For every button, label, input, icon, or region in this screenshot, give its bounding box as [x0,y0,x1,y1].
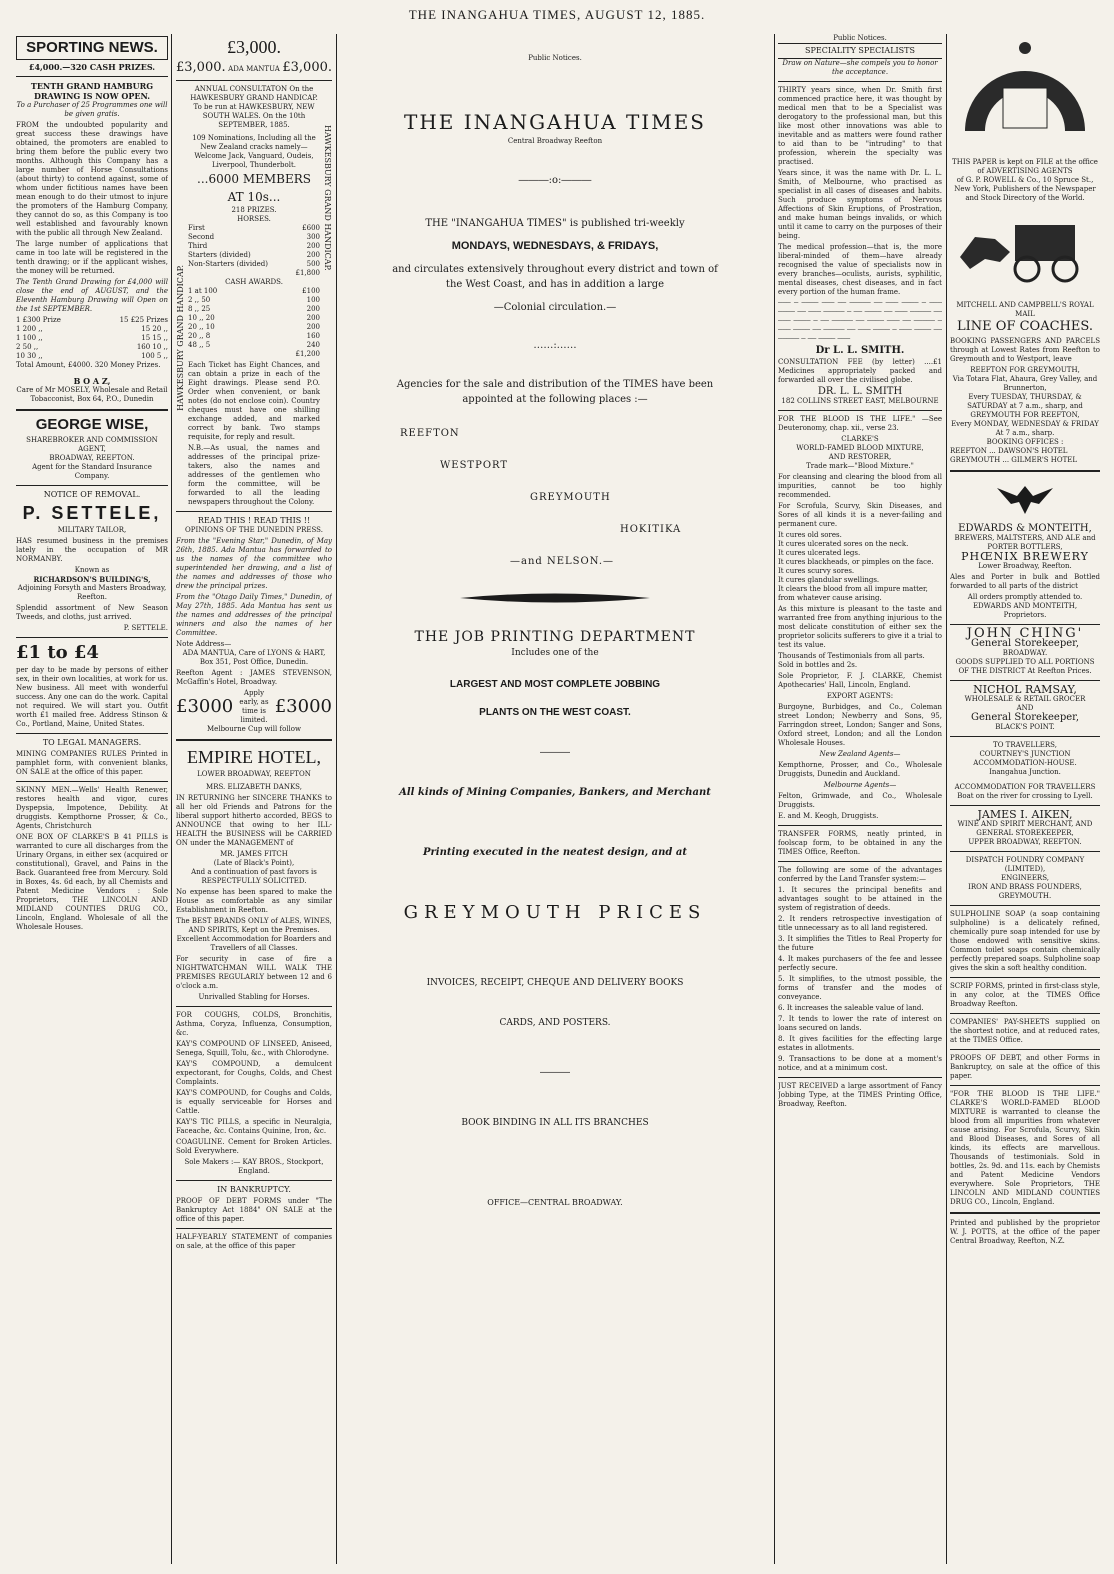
reefton-agent: Reefton Agent : JAMES STEVENSON, McGaffin's Hotel, Broadway. [176,669,332,686]
advantage-item: 9. Transactions to be done at a moment's notice, and at a minimum cost. [778,1055,942,1072]
draw-nature: Draw on Nature—she compels you to honor the acceptance. [782,59,938,76]
cash-cell: 8 ,, 25 [188,305,211,313]
article-paragraph: The large number of applications that came in too late will be registered in the tenth drawing; or if the applicant wishes, the money will be returned. [16,240,168,275]
ales: Ales and Porter in bulk and Bottled forwarded to all parts of the district [950,573,1100,590]
place-reefton: REEFTON [400,428,460,439]
nz-text: Kempthorne, Prosser, and Co., Wholesale Druggists, Dunedin and Auckland. [778,761,942,778]
trade-mark: Trade mark—"Blood Mixture." [806,462,914,470]
nichol-ramsay: NICHOL RAMSAY, [973,683,1077,696]
cash-cell: 200 [306,314,320,322]
john-ching: JOHN CHING' [966,626,1084,641]
prize-cell: 15 20 ,, [141,325,168,333]
pay-sheets: COMPANIES' PAY-SHEETS supplied on the shortest notice, and at reduced rates, at the TIMES Office. [950,1018,1100,1044]
ada-mantua: ADA MANTUA [228,65,280,73]
cash-cell: 200 [306,305,320,313]
sharebroker: SHAREBROKER AND COMMISSION AGENT, [26,436,158,453]
ada-amount-right: £3,000. [282,60,332,75]
consultation: ANNUAL CONSULTATON On the HAWKESBURY GRAND HANDICAP. [190,85,318,102]
stabling: Unrivalled Stabling for Horses. [198,993,310,1001]
dispatch-foundry: DISPATCH FOUNDRY COMPANY (LIMITED), [965,856,1085,873]
star-quote: From the "Evening Star," Dunedin, of May 26th, 1885. Ada Mantua has forwarded to us the names of the committee who superintended her drawing, and a list of the names and addresses of those who drew the principal prizes. [176,537,332,590]
advantage-item: 6. It increases the saleable value of land. [778,1004,924,1012]
cash-table [188,287,320,359]
settele-sign: P. SETTELE. [123,624,168,632]
cure-item: It cures ulcerated sores on the neck. [778,540,909,548]
swell-rule [460,593,650,606]
pleasant: As this mixture is pleasant to the taste and warranted free from anything injurious to the most delicate constitution of either sex the proprietor solicits sufferers to give it a trial to test its value. [778,605,942,649]
every-tuesday: Every TUESDAY, THURSDAY, & SATURDAY at 7 a.m., sharp, and [967,393,1083,410]
includes: Includes one of the [511,648,599,658]
horse-cell: £600 [302,224,320,232]
cash-cell: 48 ,, 5 [188,341,211,349]
cobb-line: MITCHELL AND CAMPBELL'S ROYAL MAIL [956,301,1094,318]
horse-cell: Second [188,233,215,241]
purchaser-note: To a Purchaser of 25 Programmes one will be given gratis. [16,101,168,118]
column-rule [946,34,947,1564]
place-hokitika: HOKITIKA [620,524,682,535]
eagle-icon [995,478,1055,518]
scrofula: For Scrofula, Scurvy, Skin Diseases, and Sores of all kinds it is a never-failing and permanent cure. [778,502,942,528]
advantage-item: 7. It tends to lower the rate of interest on loans secured on lands. [778,1015,942,1032]
horse-cell: Third [188,242,208,250]
prizes-line: £4,000.—320 CASH PRIZES. [28,62,156,72]
export-text: Burgoyne, Burbidges, and Co., Coleman street London; Newberry and Sons, 95, Farringdon street, London; Sanger and Sons, Oxford street, London; and all the London Wholesale Houses. [778,703,942,747]
cure-item: It cures scurvy sores. [778,567,855,575]
settele-text: HAS resumed business in the premises lately in the occupation of MR NORMANBY. [16,537,168,563]
proof-forms: PROOF OF DEBT FORMS under "The Bankruptcy Act 1884" ON SALE at the office of this paper. [176,1197,332,1223]
cure-item: It cures old sores. [778,531,842,539]
prize-cell: 15 £25 Prizes [119,316,168,324]
brewers: BREWERS, MALTSTERS, AND ALE and PORTER BOTTLERS, [954,534,1096,551]
cure-item: It cures ulcerated legs. [778,549,861,557]
mining-line: All kinds of Mining Companies, Bankers, and Merchant [399,787,711,798]
sold-bottles: Sold in bottles and 2s. [778,661,858,669]
advantages: The following are some of the advantages conferred by the Land Transfer system:— [778,866,942,883]
bottom-amount-left: £3000 [176,696,234,717]
greymouth-office: GREYMOUTH ... GILMER'S HOTEL [950,456,1078,464]
phoenix-brewery: PHŒNIX BREWERY [961,550,1089,563]
run-at: To be run at HAWKESBURY, NEW SOUTH WALES. On the 10th SEPTEMBER, 1885. [193,103,315,129]
advantage-item: 2. It renders retrospective investigation of title unnecessary as to all land registered. [778,915,942,932]
logo-footer: of G. P. ROWELL & Co., 10 Spruce St., New York, Publishers of the Newspaper and Stock Directory of the World. [954,176,1096,202]
coach-illustration [955,207,1095,297]
circulates: and circulates extensively throughout every district and town of the West Coast, and has in addition a large [392,264,718,290]
kay-compound-ad: KAY'S COMPOUND, a demulcent expectorant, for Coughs, Colds, and Chest Complaints. [176,1060,332,1086]
place-westport: WESTPORT [440,460,509,471]
standard-agent: Agent for the Standard Insurance Company. [32,463,152,480]
cash-cell: 160 [306,332,320,340]
inangahua-junction: Inangahua Junction. [989,768,1061,776]
hamburg-title: TENTH GRAND HAMBURG DRAWING IS NOW OPEN. [30,81,154,101]
column-4 [778,34,942,1564]
keogh: E. and M. Keogh, Druggists. [778,812,879,820]
logo-text: THIS PAPER is kept on FILE at the office of ADVERTISING AGENTS [952,158,1098,175]
printing-line: Printing executed in the neatest design, and at [423,847,687,858]
legal-text: MINING COMPANIES RULES Printed in pamphlet form, with convenient blanks, ON SALE at the office of this paper. [16,750,168,776]
clarkes: CLARKE'S [841,435,879,443]
no-expense: No expense has been spared to make the House as comfortable as any similar Establishment in Reefton. [176,888,332,914]
mrs-danks: MRS. ELIZABETH DANKS, [206,783,302,791]
storekeeper: General Storekeeper, [970,638,1080,649]
booking: BOOKING PASSENGERS AND PARCELS through at Lowest Rates from Reefton to Greymouth and to Westport, leave [950,337,1100,363]
edwards-monteith: EDWARDS & MONTEITH, [958,523,1092,534]
smith-paragraph: Years since, it was the name with Dr. L. L. Smith, of Melbourne, who practised as specialist in all cases of diseases and habits. Such produce symptoms of Nervous Affections of Skin Eruptions, of Prostration, and make human beings invalids, or which until it came to carry on the purposes of their being. [778,169,942,240]
times-quote: From the "Otago Daily Times," Dunedin, of May 27th, 1885. Ada Mantua has sent us the names and addresses of the principal winners and also the names of her Committee. [176,593,332,637]
advantages-list [778,886,942,1073]
public-notices-label: Public Notices. [528,54,582,62]
wine-merchant: WINE AND SPIRIT MERCHANT, AND GENERAL STOREKEEPER, [957,820,1093,837]
column-rule [336,34,337,1564]
horse-total: £1,800 [295,269,320,277]
reefton-greymouth: REEFTON FOR GREYMOUTH, [970,366,1080,374]
cards: CARDS, AND POSTERS. [499,1018,611,1028]
tweeds: Splendid assortment of New Season Tweeds, and cloths, just arrived. [16,604,168,621]
read-this: READ THIS ! READ THIS !! [197,516,311,525]
horse-cell: 300 [306,233,320,241]
fitch-sub: (Late of Black's Point), [213,859,295,867]
bankruptcy: IN BANKRUPTCY. [217,1185,291,1194]
prize-cell: 100 5 ,, [141,352,168,360]
greymouth-prices: GREYMOUTH PRICES [403,902,707,923]
cleansing: For cleansing and clearing the blood from all impurities, cannot be too highly recommended. [778,473,942,499]
side-label-right: HAWKESBURY GRAND HANDICAP. [323,125,332,271]
divider-dash: ――― [540,1067,570,1078]
cash-cell: 100 [306,296,320,304]
ada-address: ADA MANTUA, Care of LYONS & HART, Box 351, Post Office, Dunedin. [182,649,326,666]
office-line: OFFICE—CENTRAL BROADWAY. [487,1198,623,1207]
head-amount: £3,000. [227,37,281,57]
swell-rule-graphic [460,593,650,603]
place-greymouth: GREYMOUTH [530,492,611,503]
just-received: JUST RECEIVED a large assortment of Fancy Jobbing Type, at the TIMES Printing Office, Broadway, Reefton. [778,1082,942,1108]
every-monday: Every MONDAY, WEDNESDAY & FRIDAY At 7 a.m., sharp. [951,420,1099,437]
booking-offices: BOOKING OFFICES : [986,438,1064,446]
coughs-ad: FOR COUGHS, COLDS, Bronchitis, Asthma, Coryza, Influenza, Consumption, &c. [176,1011,332,1037]
orders: All orders promptly attended to. [967,593,1083,601]
general-store: General Storekeeper, [970,712,1080,723]
sulpholine: SULPHOLINE SOAP (a soap containing sulpholine) is a delicately refined, chemically pure soap intended for use by those endowed with sensitive skins. Common toilet soaps contain chemically perfectly prepared soaps. Sulpholine soap gives the skin a soft healthy condition. [950,910,1100,972]
cash-total: £1,200 [295,350,320,358]
horse-cell: Starters (divided) [188,251,251,259]
adjoining: Adjoining Forsyth and Masters Broadway, Reefton. [17,584,167,601]
consult-fee: CONSULTATION FEE (by letter) ....£1 Medicines appropriately packed and forwarded all over the civilised globe. [778,358,942,384]
cash-cell: 1 at 100 [188,287,218,295]
empire-hotel: EMPIRE HOTEL, [187,747,321,767]
melb-agents: Melbourne Agents— [823,781,897,789]
notice-removal: NOTICE OF REMOVAL. [43,490,141,499]
fire-note: For security in case of fire a NIGHTWATCHMAN WILL WALK THE PREMISES REGULARLY between 12 and 6 o'clock a.m. [176,955,332,990]
prize-cell: 1 100 ,, [16,334,43,342]
speciality-heading: SPECIALITY SPECIALISTS [778,43,942,59]
smith-name: Dr L. L. SMITH. [815,345,905,356]
melb-text: Felton, Grimwade, and Co., Wholesale Druggists. [778,792,942,809]
address-note: Note Address— [176,640,232,648]
masthead: THE INANGAHUA TIMES, AUGUST 12, 1885. [408,7,706,22]
cure-item: It cures glandular swellings. [778,576,880,584]
horse-cell: 200 [306,251,320,259]
money-line: £1 to £4 [16,642,99,663]
proprietors: Proprietors. [1003,611,1047,619]
agent-arch-icon [955,36,1095,136]
lower-broadway: LOWER BROADWAY, REEFTON [197,770,311,778]
blood-life: FOR THE BLOOD IS THE LIFE." —See Deuteronomy, chap. xii., verse 23. [778,415,942,432]
places-list [340,429,770,567]
iron-brass: IRON AND BRASS FOUNDERS, [968,883,1082,891]
prize-cell: 160 10 ,, [136,343,168,351]
proofs-debt: PROOFS OF DEBT, and other Forms in Bankruptcy, on sale at the office of this paper. [950,1054,1100,1080]
engineers: ENGINEERS, [1001,874,1049,882]
nb-text: N.B.—As usual, the names and addresses of the principal prize-takers, also the names and addresses of the gentlemen who form the committee, will be forwarded to all the leading newspapers throughout the Colony. [188,444,320,506]
broadway-2: BROADWAY. [1002,649,1048,657]
advantage-item: 3. It simplifies the Titles to Real Property for the future [778,935,942,952]
advantage-item: 1. It secures the principal benefits and advantages sought to be attained in the system of registration of deeds. [778,886,942,912]
legal-heading: TO LEGAL MANAGERS. [42,738,142,747]
nz-agents: New Zealand Agents— [819,750,901,758]
danks-text: IN RETURNING her SINCERE THANKS to all her old Friends and Patrons for the liberal support hitherto accorded, BEGS to ANNOUNCE that owing to her ILL-HEALTH the BUSINESS will be CARRIED ON under the MANAGEMENT of [176,794,332,847]
cash-awards: CASH AWARDS. [225,278,283,286]
george-wise: GEORGE WISE, [35,416,149,433]
brands: The BEST BRANDS ONLY of ALES, WINES, AND SPIRITS, Kept on the Premises. [176,917,332,934]
cure-item: It clears the blood from all impure matter, from whatever cause arising. [778,585,928,602]
place-nelson: —and NELSON.— [510,556,615,567]
lower-broadway: Lower Broadway, Reefton. [978,562,1072,570]
ticket-text: Each Ticket has Eight Chances, and can obtain a prize in each of the Eight drawings. Please send P.O. Order when convenient, or bank notes (do not enclose coin). Country cheques must have one shilling exchange added, and marked correct by bank. Two stamps requisite, for reply and result. [188,361,320,441]
horse-cell: Non-Starters (divided) [188,260,268,268]
opinions: OPINIONS OF THE DUNEDIN PRESS. [185,526,323,534]
side-label-left: HAWKESBURY GRAND HANDICAP. [176,265,185,411]
blood-ad: "FOR THE BLOOD IS THE LIFE." CLARKE'S WORLD-FAMED BLOOD MIXTURE is warranted to cleanse the blood from all impurities from whatever cause arising. For Scrofula, Scurvy, Skin and Blood Diseases, and Sores of all kinds, its effects are marvellous. Thousands of testimonials. Sold in bottles, 2s. 9d. and 11s. each by Chemists and Patent Medicine Vendors everywhere. Sole Proprietors, THE LINCOLN AND MIDLAND COUNTIES DRUG CO., Lincoln, England. [950,1090,1100,1206]
em-sign: EDWARDS AND MONTEITH, [972,602,1078,610]
james-aiken: JAMES I. AIKEN, [977,808,1073,821]
apply-early: Apply early, as time is limited. [239,689,269,724]
smith-name-2: DR. L. L. SMITH [817,386,903,397]
upper-broadway: UPPER BROADWAY, REEFTON. [968,838,1082,846]
public-notices-label: Public Notices. [833,34,887,42]
column-3 [340,34,770,1564]
prize-cell: 10 30 ,, [16,352,43,360]
article-paragraph: FROM the undoubted popularity and great success these drawings have obtained, the promoters are enabled to bring them before the public every two months. Although this Company has a large number of Horse Consultations (about thirty) to contend against, some of whom under fictitious names have been mean enough to do their utmost to injure the promoters of the Hamburg Company, they cannot do so, as this Company is too well established and favourably known with the public all through New Zealand. [16,121,168,237]
prize-cell: 1 £300 Prize [16,316,61,324]
world-famed: WORLD-FAMED BLOOD MIXTURE, [796,444,924,452]
greymouth: GREYMOUTH. [998,892,1052,900]
greymouth-reefton: GREYMOUTH FOR REEFTON, [970,411,1080,419]
invoices: INVOICES, RECEIPT, CHEQUE AND DELIVERY BOOKS [426,978,684,988]
fitch: MR. JAMES FITCH [220,850,288,858]
prize-cell: 15 15 ,, [141,334,168,342]
plants: PLANTS ON THE WEST COAST. [479,707,631,718]
kay-tic-ad: KAY'S TIC PILLS, a specific in Neuralgia, Faceache, &c. Contains Quinine, Iron, &c. [176,1118,332,1135]
known-as: Known as [74,566,110,574]
cash-cell: 20 ,, 10 [188,323,215,331]
ada-amount-left: £3,000. [176,60,226,75]
column-1 [16,34,168,1564]
military-tailor: MILITARY TAILOR, [57,526,127,534]
nominations: 109 Nominations, Including all the New Zealand cracks namely—Welcome Jack, Vanguard, Oudeis, Liverpool, Thunderbolt. [192,134,316,169]
richardson: RICHARDSON'S BUILDING'S, [33,575,151,584]
largest: LARGEST AND MOST COMPLETE JOBBING [449,679,661,690]
clarke-pills-ad: ONE BOX OF CLARKE'S B 41 PILLS is warranted to cure all discharges from the Urinary Organs, in either sex (acquired or constitutional), Gravel, and Pains in the Back. Guaranteed free from Mercury. Sold in Boxes, 4s. 6d each, by all Chemists and Patent Medicine Vendors : Sole Proprietors, THE LINCOLN AND MIDLAND COUNTIES DRUG CO., Lincoln, England. Wholesale of all the Wholesale Houses. [16,833,168,931]
published-line: THE "INANGAHUA TIMES" is published tri-weekly [425,218,685,229]
sporting-news-heading: SPORTING NEWS. [16,36,168,60]
paper-title: THE INANGAHUA TIMES [403,110,706,134]
travellers: TO TRAVELLERS, [993,741,1057,749]
divider-dots: ……:…… [533,340,577,351]
smith-paragraph: THIRTY years since, when Dr. Smith first commenced practice here, it was thought by medical men that to be a Specialist was derogatory to the professional man, but this like most other innovations was able to inevitable and as matters were found rather to aid than to be "intruding" to that profession, wherein the specialty was practised. [778,86,942,166]
cash-cell: 200 [306,323,320,331]
column-5 [950,34,1100,1564]
article-paragraph: The Tenth Grand Drawing for £4,000 will close the end of AUGUST, and the Eleventh Hamburg Drawing will Open on the 1st SEPTEMBER. [16,278,168,313]
advertising-agent-logo [955,36,1095,156]
members: ...6000 MEMBERS AT 10s... [197,172,311,204]
line-of-coaches: LINE OF COACHES. [957,319,1093,334]
divider-ornament: ―――:o:――― [518,175,592,186]
prize-cell: 1 200 ,, [16,325,43,333]
horse-prize-table [188,224,320,278]
cure-item: It cures blackheads, or pimples on the face. [778,558,934,566]
prize-table [16,316,168,361]
half-yearly: HALF-YEARLY STATEMENT of companies on sale, at the office of this paper [176,1233,332,1250]
accommodation-travellers: ACCOMMODATION FOR TRAVELLERS [954,783,1096,791]
horses: HORSES. [237,215,271,223]
publishing-days: MONDAYS, WEDNESDAYS, & FRIDAYS, [451,240,659,252]
prizes-218: 218 PRIZES. [231,206,277,214]
horse-cell: 200 [306,242,320,250]
cash-cell: 2 ,, 50 [188,296,211,304]
boat: Boat on the river for crossing to Lyell. [957,792,1093,800]
sole-prop: Sole Proprietor, F. J. CLARKE, Chemist Apothecaries' Hall, Lincoln, England. [778,672,942,689]
settele: P. SETTELE, [22,503,162,523]
job-printing: THE JOB PRINTING DEPARTMENT [414,629,696,645]
money-text: per day to be made by persons of either sex, in their own localities, at work for us. New business. All meet with wonderful success. Any one can do the work. Capital not required. We will start you. Outfit worth £1 mailed free. Address Stinson & Co., Portland, Maine, United States. [16,666,168,728]
cash-cell: 10 ,, 20 [188,314,215,322]
restorer: AND RESTORER, [828,453,892,461]
column-rule [171,34,172,1564]
scrip-forms: SCRIP FORMS, printed in first-class style, in any color, at the TIMES Office Broadway Reefton. [950,982,1100,1008]
advantage-item: 5. It simplifies, to the utmost possible, the forms of transfer and the modes of conveyance. [778,975,942,1001]
book-binding: BOOK BINDING IN ALL ITS BRANCHES [461,1118,649,1128]
colonial: —Colonial circulation.— [493,302,617,313]
printed-by: Printed and published by the proprietor W. J. POTTS, at the office of the paper Central Broadway, Reefton, N.Z. [950,1219,1100,1245]
smith-paragraph: The medical profession—that is, the more liberal-minded of them—have already recognised the value of specialists now in every branches—oculists, aurists, syphilitic, mental diseases, chest diseases, and in fact every portion of the human frame. [778,243,942,296]
skinny-ad: SKINNY MEN.—Wells' Health Renewer, restores health and vigor, cures Dyspepsia, Impotence, Debility. At druggists. Kempthorne Prosser, & Co., Agents, Christchurch [16,786,168,830]
total-line: Total Amount, £4000. 320 Money Prizes. [16,361,161,369]
advantage-item: 8. It gives facilities for the effecting large estates in allotments. [778,1035,942,1052]
blacks-point: BLACK'S POINT. [995,723,1055,731]
smith-address: 182 COLLINS STREET EAST, MELBOURNE [781,397,939,405]
reefton-office: REEFTON ... DAWSON'S HOTEL [950,447,1068,455]
coach-icon [955,207,1095,287]
prize-cell: 2 50 ,, [16,343,39,351]
cash-cell: 240 [306,341,320,349]
export-heading: EXPORT AGENTS: [826,692,894,700]
continuation: And a continuation of past favors is RESPECTFULLY SOLICITED. [191,868,317,885]
paper-subtitle: Central Broadway Reefton [507,137,603,145]
advantage-item: 4. It makes purchasers of the fee and lessee perfectly secure. [778,955,942,972]
kay-horses-ad: KAY'S COMPOUND, for Coughs and Colds, is equally serviceable for Horses and Cattle. [176,1089,332,1115]
testimonials: Thousands of Testimonials from all parts. [778,652,925,660]
cash-cell: 20 ,, 8 [188,332,211,340]
divider-dash: ――― [540,747,570,758]
and-word: AND [1016,704,1034,712]
broadway: BROADWAY, REEFTON. [49,454,135,462]
horse-cell: 500 [306,260,320,268]
boaz-name: B O A Z, [73,376,111,386]
agencies: Agencies for the sale and distribution of the TIMES have been appointed at the following places :— [396,379,714,405]
melbourne-cup: Melbourne Cup will follow [207,725,301,733]
transfer-forms: TRANSFER FORMS, neatly printed, in foolscap form, to be obtained in any the TIMES Office, Reefton. [778,830,942,856]
wholesale: WHOLESALE & RETAIL GROCER [964,695,1086,703]
kay-linseed-ad: KAY'S COMPOUND OF LINSEED, Aniseed, Senega, Squill, Tolu, &c., with Chlorodyne. [176,1040,332,1057]
accommodation: Excellent Accommodation for Boarders and Travellers of all Classes. [176,935,332,952]
eagle-emblem [995,478,1055,518]
bottom-amount-right: £3000 [274,696,332,717]
horse-cell: First [188,224,205,232]
boaz-address: Care of Mr MOSELY, Wholesale and Retail Tobacconist, Box 64, P.O., Dunedin [16,386,168,403]
courtneys: COURTNEY'S JUNCTION ACCOMMODATION-HOUSE. [973,750,1077,767]
column-2 [176,34,332,1564]
cures-list [778,531,942,603]
smith-paragraph-filler: ─── ─ ──── ─── ── ───── ── ─── ──── ─ ─── ──── ── ─── ───── ─ ── ──── ── ─── ───── ── ─── ──── ─ ── ───── ── ──── ─── ── ───── ─ ─── ──── ── ───── ── ─── ──── ─ ─── ──── ── ───── ─ ── ──── ─── [778,299,942,343]
cash-cell: £100 [302,287,320,295]
goods: GOODS SUPPLIED TO ALL PORTIONS OF THE DISTRICT At Reefton Prices. [955,658,1095,675]
coaguline-ad: COAGULINE. Cement for Broken Articles. Sold Everywhere. [176,1138,332,1155]
column-rule [774,34,775,1564]
via: Via Totara Flat, Ahaura, Grey Valley, and Brunnerton, [952,375,1098,392]
sole-makers: Sole Makers :— KAY BROS., Stockport, England. [184,1158,324,1175]
